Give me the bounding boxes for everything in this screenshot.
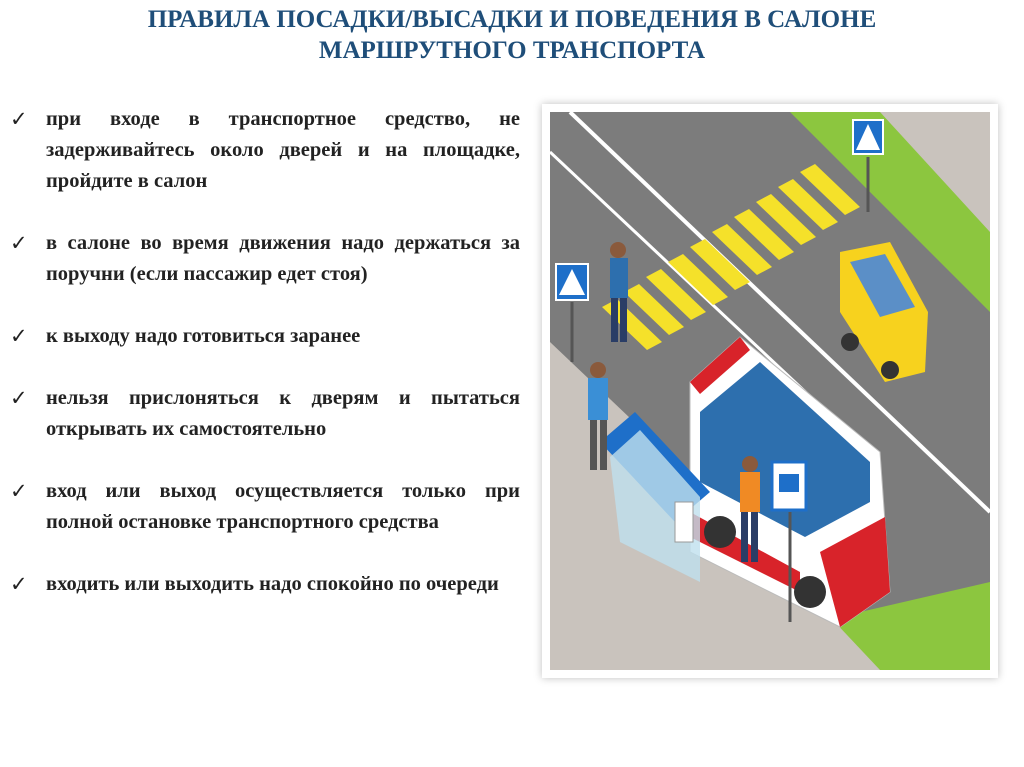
checkmark-icon: ✓ <box>10 324 28 348</box>
rules-list <box>8 104 520 600</box>
checkmark-icon: ✓ <box>10 107 28 131</box>
checkmark-icon: ✓ <box>10 572 28 596</box>
rule-text: в салоне во время движения надо держаться за поручни (если пассажир едет стоя) <box>46 232 520 285</box>
rule-text: нельзя прислоняться к дверям и пытаться открывать их самостоятельно <box>46 387 520 440</box>
rule-item <box>8 476 520 538</box>
checkmark-icon: ✓ <box>10 231 28 255</box>
rule-text: при входе в транспортное средство, не задерживайтесь около дверей и на площадке, пройдите в салон <box>46 108 520 192</box>
rule-item <box>8 383 520 445</box>
rule-item <box>8 321 520 352</box>
rule-text: к выходу надо готовиться заранее <box>46 325 361 347</box>
illustration-svg <box>550 112 990 670</box>
rule-text: входить или выходить надо спокойно по очереди <box>46 573 499 595</box>
rule-item <box>8 104 520 197</box>
rule-item <box>8 569 520 600</box>
checkmark-icon: ✓ <box>10 386 28 410</box>
checkmark-icon: ✓ <box>10 479 28 503</box>
rule-item <box>8 228 520 290</box>
page-title <box>60 4 964 66</box>
bus-stop-illustration <box>542 104 998 678</box>
rule-text: вход или выход осуществляется только при полной остановке транспортного средства <box>46 480 520 533</box>
page-title-line-1: ПРАВИЛА ПОСАДКИ/ВЫСАДКИ И ПОВЕДЕНИЯ В САЛОНЕ <box>147 6 877 33</box>
page-title-line-2: МАРШРУТНОГО ТРАНСПОРТА <box>318 37 706 64</box>
